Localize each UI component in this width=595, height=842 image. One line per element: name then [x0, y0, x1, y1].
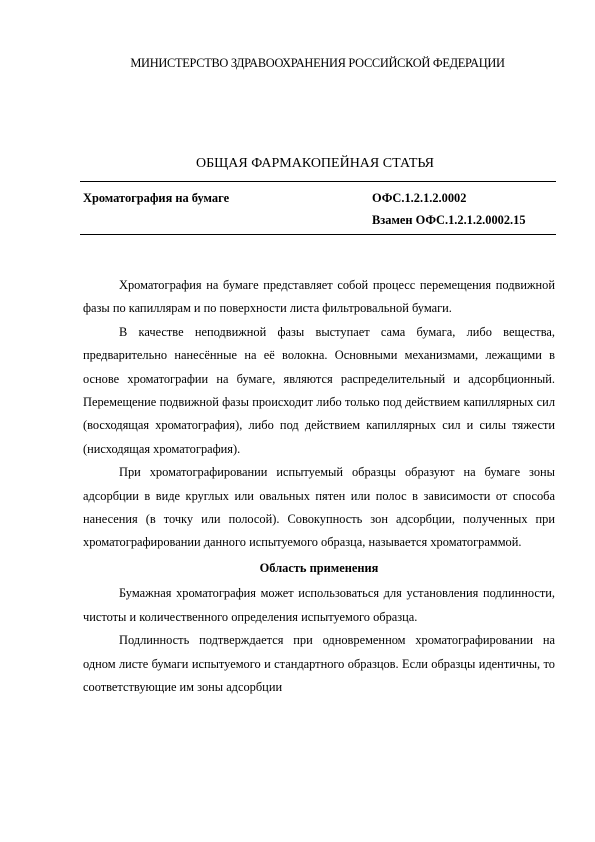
- paragraph-identity: Подлинность подтверждается при одновременном хроматографировании на одном листе бумаги испытуемого и стандартного образцов. Если образцы идентичны, то соответствующие им зоны адсорбции: [83, 633, 555, 694]
- ministry-name: МИНИСТЕРСТВО ЗДРАВООХРАНЕНИЯ РОССИЙСКОЙ ФЕДЕРАЦИИ: [130, 56, 505, 70]
- article-subject: Хроматография на бумаге: [83, 191, 230, 205]
- paragraph-stationary-phase: В качестве неподвижной фазы выступает сама бумага, либо вещества, предварительно нанесённые на её волокна. Основными механизмами, лежащими в основе хроматографии на бумаге, являются распределительный и адсорбционный. Перемещение подвижной фазы происходит либо только под действием капиллярных сил (восходящая хроматография), либо под действием капиллярных сил и силы тяжести (нисходящая хроматография).: [83, 324, 555, 456]
- paragraph-definition: Хроматография на бумаге представляет собой процесс перемещения подвижной фазы по капиллярам и по поверхности листа фильтровальной бумаги.: [83, 278, 555, 316]
- article-replaces: Взамен ОФС.1.2.1.2.0002.15: [372, 213, 526, 227]
- document-type-title: ОБЩАЯ ФАРМАКОПЕЙНАЯ СТАТЬЯ: [195, 156, 435, 171]
- article-code: ОФС.1.2.1.2.0002: [372, 191, 467, 205]
- paragraph-scope: Бумажная хроматография может использоваться для установления подлинности, чистоты и количественного определения испытуемого образца.: [83, 586, 555, 624]
- paragraph-chromatogram: При хроматографировании испытуемый образцы образуют на бумаге зоны адсорбции в виде круглых или овальных пятен или полос в зависимости от способа нанесения (в точку или полосой). Совокупность зон адсорбции, полученных при хроматографировании данного испытуемого образца, называется хроматограммой.: [83, 465, 555, 550]
- header-bottom-rule: [80, 234, 556, 235]
- article-body: [83, 274, 555, 699]
- section-heading-scope: Область применения: [259, 560, 379, 575]
- header-top-rule: [80, 181, 556, 182]
